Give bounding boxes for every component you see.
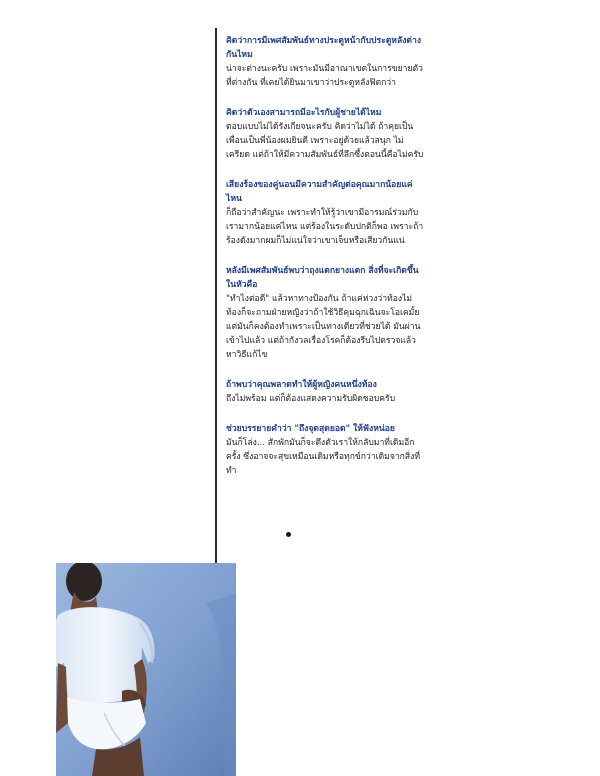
answer-text: ถึงไม่พร้อม แต่ก็ต้องแสดงความรับผิดชอบครับ <box>226 394 396 404</box>
question-text: ถ้าพบว่าคุณพลาดทำให้ผู้หญิงคนหนึ่งท้อง <box>226 380 377 390</box>
qa-item <box>226 106 426 162</box>
answer-text: ตอบแบบไม่ได้รังเกียจนะครับ คิดว่าไม่ได้ ถ้าคุยเป็นเพื่อนเป็นพี่น้องผมยินดี เพราะอยู่ด้วยแล้วสนุก ไม่เครียด แต่ถ้าให้มีความสัมพันธ์ที่ลึกซึ้งตอนนี้คือไม่ครับ <box>226 122 424 160</box>
answer-text: มันก็โล่ง... สักพักมันก็จะดึงตัวเราให้กลับมาที่เดิมอีกครั้ง ซึ่งอาจจะสุขเหมือนเดิมหรือทุกข์กว่าเดิมจากสิ่งที่ทำ <box>226 438 420 476</box>
question-text: หลังมีเพศสัมพันธ์พบว่าถุงแตกยางแตก สิ่งที่จะเกิดขึ้นในหัวคือ <box>226 266 419 290</box>
model-photo <box>56 563 236 776</box>
answer-text: "ทำไงต่อดี" แล้วหาทางป้องกัน ถ้าแค่ห่วงว่าท้องไม่ท้องก็จะถามฝ่ายหญิงว่าถ้าใช้วิธีคุมฉุกเฉินจะโอเคมั้ย แต่มันก็คงต้องทำเพราะเป็นทางเดียวที่ช่วยได้ มันผ่านเข้าไปแล้ว แต่ถ้ากังวลเรื่องโรคก็ต้องรีบไปตรวจแล้วหาวิธีแก้ไข <box>226 294 421 360</box>
answer-text: ก็ถือว่าสำคัญนะ เพราะทำให้รู้ว่าเขามีอารมณ์ร่วมกับเรามากน้อยแค่ไหน แต่ร้องในระดับปกติก็พอ เพราะถ้าร้องดังมากผมก็ไม่แน่ใจว่าเขาเจ็บหรือเสียวกันแน่ <box>226 208 424 246</box>
question-text: เสียงร้องของคู่นอนมีความสำคัญต่อคุณมากน้อยแค่ไหน <box>226 180 413 204</box>
qa-item <box>226 264 426 362</box>
qa-item <box>226 178 426 248</box>
question-text: คิดว่าการมีเพศสัมพันธ์ทางประตูหน้ากับประตูหลังต่างกันไหม <box>226 36 422 60</box>
qa-item <box>226 422 426 478</box>
qa-item <box>226 378 426 406</box>
end-of-article-dot <box>286 532 291 537</box>
interview-column <box>226 34 426 484</box>
model-photo-icon <box>56 563 236 776</box>
answer-text: น่าจะต่างนะครับ เพราะมันมีอาณาเขตในการขยายตัวที่ต่างกัน ที่เคยได้ยินมาเขาว่าประตูหลังฟิตกว่า <box>226 64 423 88</box>
question-text: ช่วยบรรยายคำว่า "ถึงจุดสุดยอด" ให้ฟังหน่อย <box>226 424 395 434</box>
qa-item <box>226 34 426 90</box>
question-text: คิดว่าตัวเองสามารถมีอะไรกับผู้ชายได้ไหม <box>226 108 382 118</box>
